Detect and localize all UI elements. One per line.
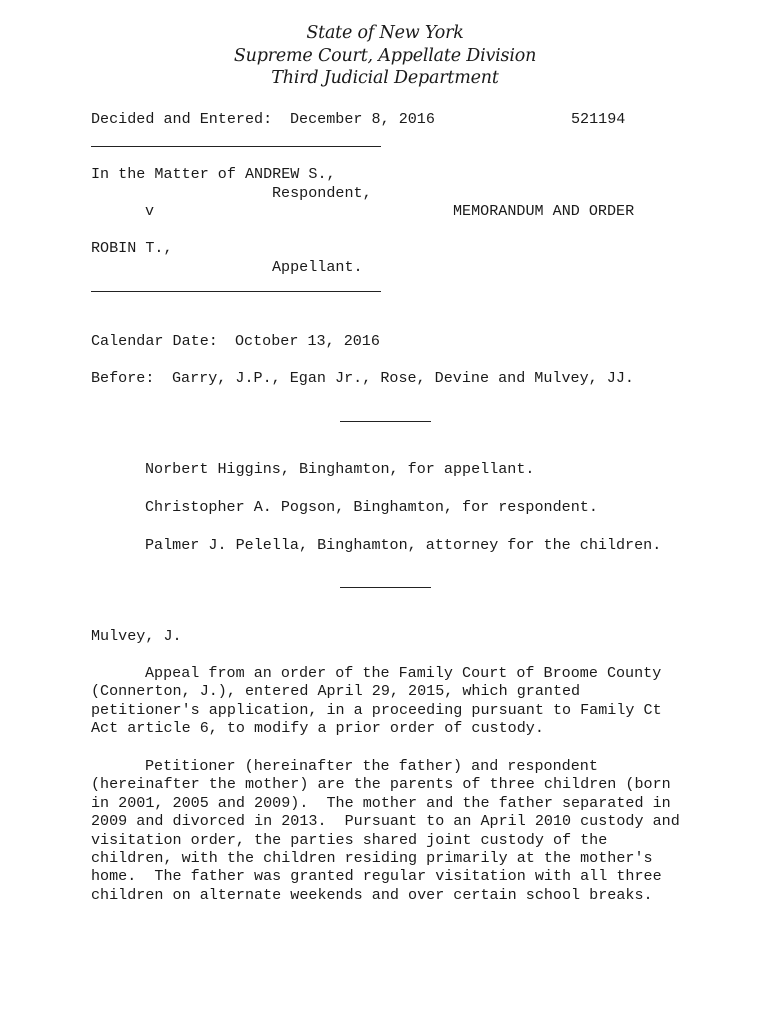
text-line: in 2001, 2005 and 2009). The mother and the father separated in [91,794,671,812]
text-line: petitioner's application, in a proceeding pursuant to Family Ct [91,701,662,719]
docket-number: 521194 [571,110,626,128]
court-state: State of New York [306,23,464,43]
document-type: MEMORANDUM AND ORDER [453,202,635,220]
opinion-author: Mulvey, J. [91,627,182,645]
decided-label: Decided and Entered: [91,110,273,128]
text-line: children, with the children residing primarily at the mother's [91,849,653,867]
section-separator [340,587,431,588]
court-heading [0,22,770,90]
caption-bottom-rule [91,291,381,292]
text-line: Petitioner (hereinafter the father) and respondent [145,757,598,775]
respondent-role: Respondent, [272,184,372,202]
court-department: Third Judicial Department [271,68,499,88]
counsel-children: Palmer J. Pelella, Binghamton, attorney for the children. [145,536,662,554]
decided-date: December 8, 2016 [290,110,435,128]
text-line: Appeal from an order of the Family Court of Broome County [145,664,662,682]
caption-top-rule [91,146,381,147]
matter-line: In the Matter of ANDREW S., [91,165,336,183]
text-line: 2009 and divorced in 2013. Pursuant to an April 2010 custody and [91,812,680,830]
text-line: Act article 6, to modify a prior order of custody. [91,719,544,737]
appellant-role: Appellant. [272,258,363,276]
section-separator [340,421,431,422]
text-line: (hereinafter the mother) are the parents of three children (born [91,775,671,793]
calendar-date: October 13, 2016 [235,332,380,350]
text-line: children on alternate weekends and over certain school breaks. [91,886,653,904]
before-label: Before: [91,369,155,387]
calendar-label: Calendar Date: [91,332,218,350]
counsel-appellant: Norbert Higgins, Binghamton, for appellant. [145,460,535,478]
text-line: home. The father was granted regular visitation with all three [91,867,662,885]
counsel-respondent: Christopher A. Pogson, Binghamton, for respondent. [145,498,598,516]
text-line: (Connerton, J.), entered April 29, 2015, which granted [91,682,581,700]
court-name: Supreme Court, Appellate Division [233,45,537,66]
text-line: visitation order, the parties shared joint custody of the [91,831,608,849]
panel-judges: Garry, J.P., Egan Jr., Rose, Devine and Mulvey, JJ. [172,369,634,387]
appellant-name: ROBIN T., [91,239,173,257]
versus: v [145,202,155,220]
